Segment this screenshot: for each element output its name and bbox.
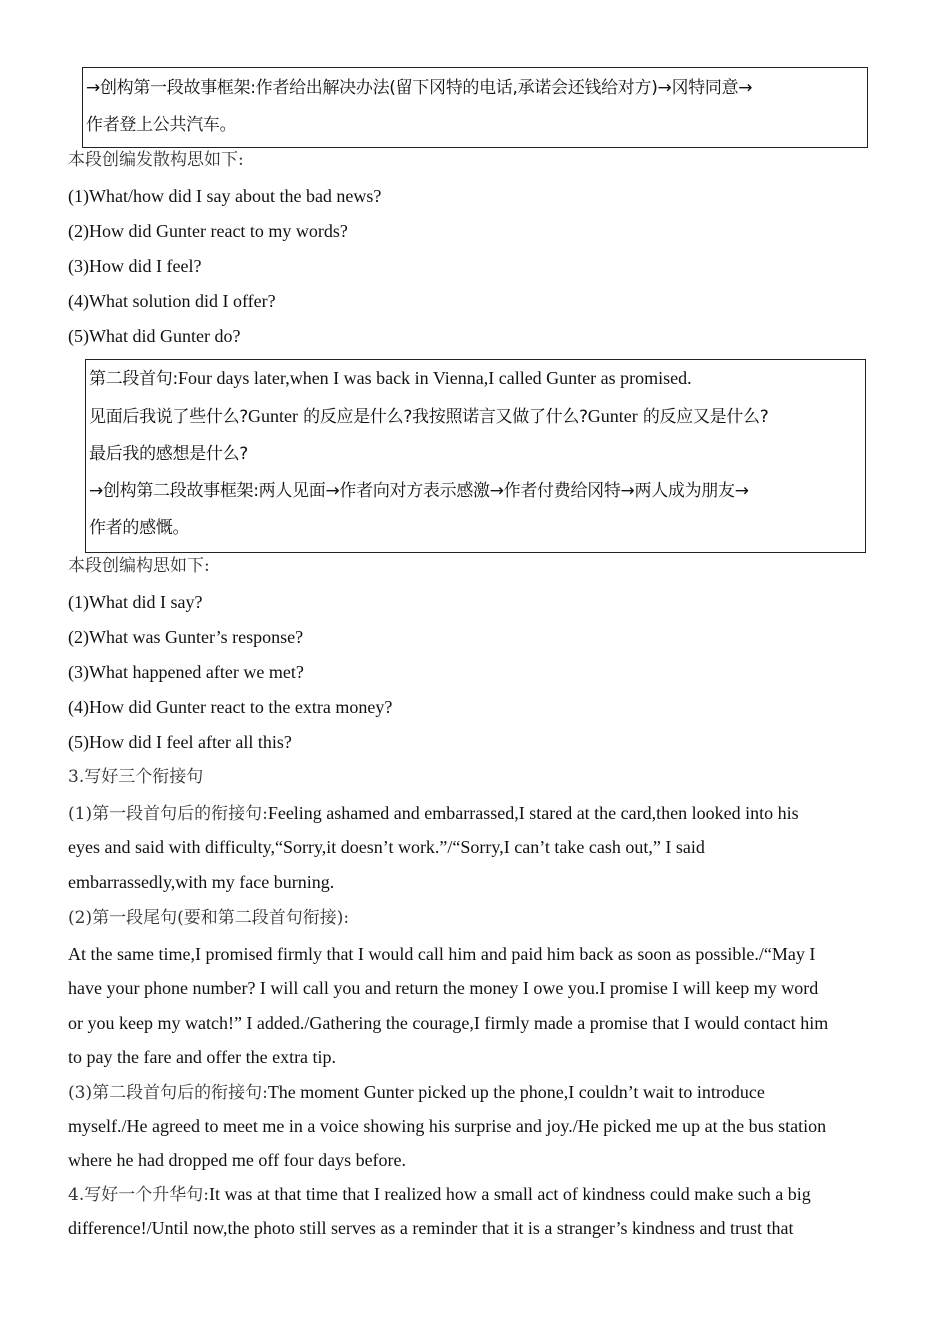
section2-question: (5)How did I feel after all this?	[68, 732, 292, 752]
section2-heading: 本段创编构思如下:	[68, 556, 210, 576]
section2-question: (1)What did I say?	[68, 592, 203, 612]
frame2-first-label: 第二段首句:	[89, 369, 178, 389]
frame2-questions-line-1	[89, 398, 865, 436]
section4-line	[68, 1182, 811, 1207]
section2-question: (4)How did Gunter react to the extra money?	[68, 697, 393, 717]
section3-item3-line	[68, 1080, 765, 1105]
section1-question: (1)What/how did I say about the bad news?	[68, 186, 382, 206]
section3-item3-label: (3)第二段首句后的衔接句:	[68, 1083, 268, 1103]
story-frame-box-1	[82, 67, 868, 148]
section3-item2-label: (2)第一段尾句(要和第二段首句衔接):	[68, 908, 350, 928]
frame1-line-2: 作者登上公共汽车。	[86, 115, 237, 135]
section3-item2-line: to pay the fare and offer the extra tip.	[68, 1047, 337, 1067]
section3-item1-line	[68, 801, 799, 826]
section2-question: (3)What happened after we met?	[68, 662, 304, 682]
section3-item1-line: eyes and said with difficulty,“Sorry,it doesn’t work.”/“Sorry,I can’t take cash out,” I said	[68, 837, 705, 857]
section1-heading: 本段创编发散构思如下:	[68, 150, 244, 170]
frame2-q-part: 见面后我说了些什么?	[89, 407, 249, 427]
section1-question: (3)How did I feel?	[68, 256, 202, 276]
frame2-q-part: 的反应是什么?我按照诺言又做了什么?	[298, 407, 588, 427]
section3-item2-line: At the same time,I promised firmly that I would call him and paid him back as soon as possible./“May I	[68, 944, 816, 964]
section4-line: difference!/Until now,the photo still serves as a reminder that it is a stranger’s kindness and trust that	[68, 1218, 794, 1238]
frame1-line-1: →创构第一段故事框架:作者给出解决办法(留下冈特的电话,承诺会还钱给对方)→冈特同意→	[86, 78, 753, 98]
frame2-first-sentence	[89, 360, 865, 398]
section4-label: 4.写好一个升华句:	[68, 1185, 209, 1205]
section1-question: (5)What did Gunter do?	[68, 326, 241, 346]
section3-item1-text: Feeling ashamed and embarrassed,I stared at the card,then looked into his	[267, 803, 799, 823]
section3-item1-label: (1)第一段首句后的衔接句:	[68, 804, 268, 824]
section1-question: (4)What solution did I offer?	[68, 291, 276, 311]
frame2-line-1: →创构第二段故事框架:两人见面→作者向对方表示感激→作者付费给冈特→两人成为朋友→	[89, 481, 749, 501]
section4-text: It was at that time that I realized how a small act of kindness could make such a big	[208, 1184, 811, 1204]
frame2-line-2: 作者的感慨。	[89, 518, 190, 538]
frame2-questions-line-2: 最后我的感想是什么?	[89, 444, 249, 464]
section3-item3-text: The moment Gunter picked up the phone,I couldn’t wait to introduce	[267, 1082, 765, 1102]
frame2-q-gunter: Gunter	[248, 406, 299, 426]
frame2-q-part: 的反应又是什么?	[637, 407, 769, 427]
section3-item2-line: have your phone number? I will call you and return the money I owe you.I promise I will keep my word	[68, 978, 819, 998]
frame2-q-gunter: Gunter	[587, 406, 638, 426]
section3-item3-line: myself./He agreed to meet me in a voice showing his surprise and joy./He picked me up at the bus station	[68, 1116, 827, 1136]
section2-question: (2)What was Gunter’s response?	[68, 627, 304, 647]
section1-question: (2)How did Gunter react to my words?	[68, 221, 348, 241]
section3-item1-line: embarrassedly,with my face burning.	[68, 872, 335, 892]
section3-heading: 3.写好三个衔接句	[68, 767, 204, 787]
story-frame-box-2	[85, 359, 866, 553]
frame2-first-text: Four days later,when I was back in Vienna,I called Gunter as promised.	[177, 368, 692, 388]
section3-item3-line: where he had dropped me off four days before.	[68, 1150, 407, 1170]
section3-item2-line: or you keep my watch!” I added./Gathering the courage,I firmly made a promise that I would contact him	[68, 1013, 829, 1033]
